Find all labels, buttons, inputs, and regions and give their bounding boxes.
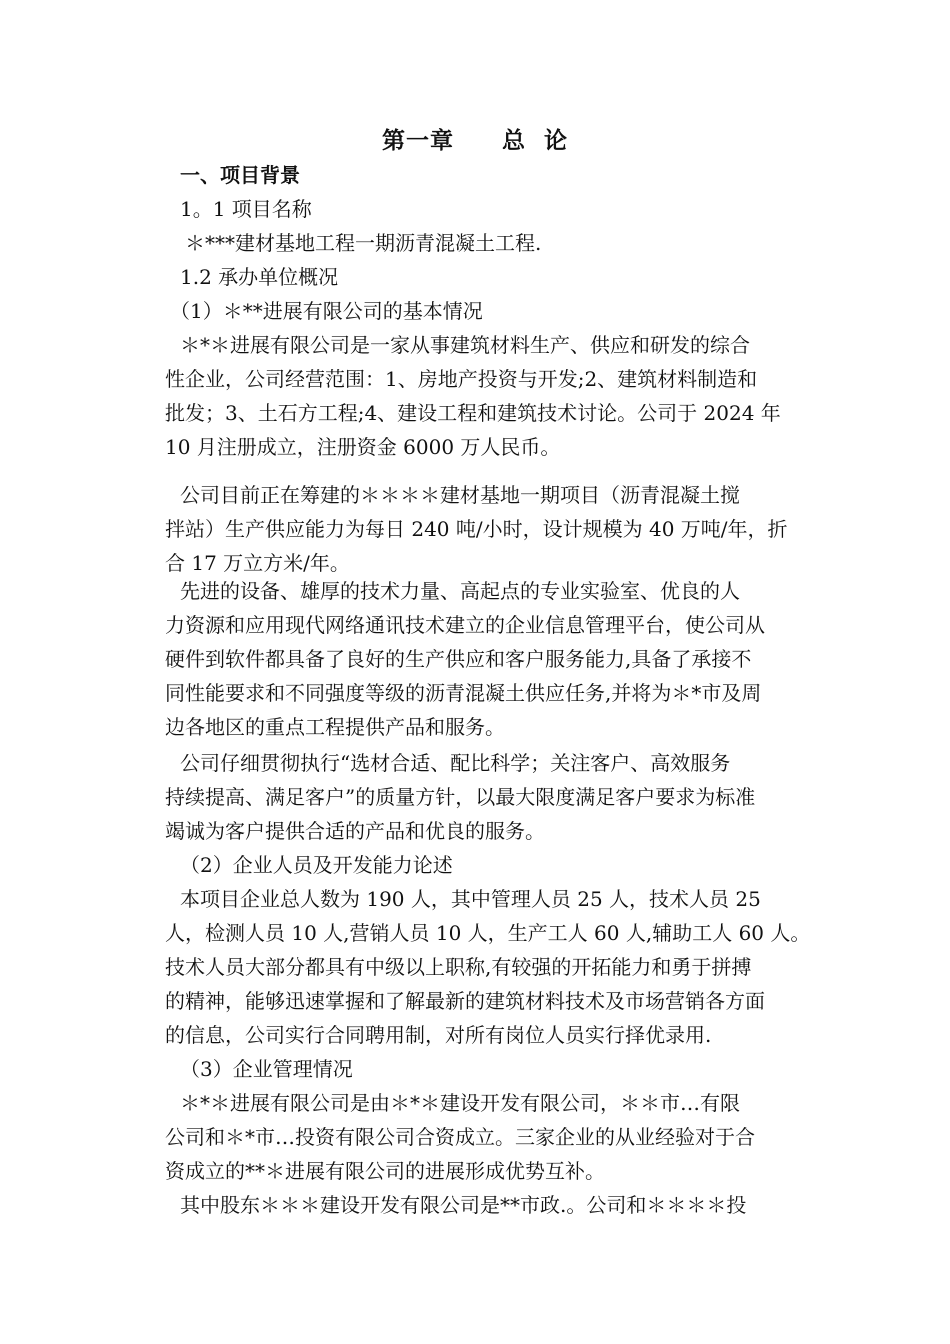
text-line: 拌站）生产供应能力为每日 240 吨/小时，设计规模为 40 万吨/年，折 (165, 517, 788, 541)
text-line: 公司和＊*市…投资有限公司合资成立。三家企业的从业经验对于合 (165, 1125, 755, 1149)
text-line: ＊*＊进展有限公司是由＊*＊建设开发有限公司，＊＊市…有限 (180, 1091, 740, 1115)
text-line: 力资源和应用现代网络通讯技术建立的企业信息管理平台，使公司从 (165, 613, 765, 637)
text-line: 技术人员大部分都具有中级以上职称,有较强的开拓能力和勇于拼搏 (165, 955, 752, 979)
text-line: （3）企业管理情况 (180, 1057, 353, 1081)
chapter-number: 第一章 (381, 128, 454, 154)
text-line: 硬件到软件都具备了良好的生产供应和客户服务能力,具备了承接不 (165, 647, 752, 671)
text-line: 性企业，公司经营范围：1、房地产投资与开发;2、建筑材料制造和 (165, 367, 758, 391)
text-line: 10 月注册成立，注册资金 6000 万人民币。 (165, 435, 561, 459)
text-line: 其中股东＊＊＊建设开发有限公司是**市政.。公司和＊＊＊＊投 (180, 1193, 747, 1217)
text-line: 竭诚为客户提供合适的产品和优良的服务。 (165, 819, 545, 843)
text-line: 批发；3、土石方工程;4、建设工程和建筑技术讨论。公司于 2024 年 (165, 401, 781, 425)
text-line: 先进的设备、雄厚的技术力量、高起点的专业实验室、优良的人 (180, 579, 740, 603)
text-line: 1。1 项目名称 (180, 197, 312, 221)
text-line: （1）＊**进展有限公司的基本情况 (170, 299, 483, 323)
text-line: 合 17 万立方米/年。 (165, 551, 350, 575)
text-line: 同性能要求和不同强度等级的沥青混凝土供应任务,并将为＊*市及周 (165, 681, 762, 705)
text-line: 公司目前正在筹建的＊＊＊＊建材基地一期项目（沥青混凝土搅 (180, 483, 740, 507)
text-line: 持续提高、满足客户”的质量方针，以最大限度满足客户要求为标准 (165, 785, 756, 809)
text-line: 本项目企业总人数为 190 人，其中管理人员 25 人，技术人员 25 (180, 887, 761, 911)
text-line: （2）企业人员及开发能力论述 (180, 853, 453, 877)
text-line: 的信息，公司实行合同聘用制，对所有岗位人员实行择优录用. (165, 1023, 712, 1047)
text-line: 边各地区的重点工程提供产品和服务。 (165, 715, 505, 739)
chapter-name: 总 论 (501, 128, 568, 154)
section-heading: 一、项目背景 (180, 163, 300, 187)
text-line: ＊***建材基地工程一期沥青混凝土工程. (185, 231, 542, 255)
text-line: ＊*＊进展有限公司是一家从事建筑材料生产、供应和研发的综合 (180, 333, 750, 357)
text-line: 的精神，能够迅速掌握和了解最新的建筑材料技术及市场营销各方面 (165, 989, 765, 1013)
text-line: 1.2 承办单位概况 (180, 265, 339, 289)
chapter-title (0, 122, 950, 155)
text-line: 公司仔细贯彻执行“选材合适、配比科学；关注客户、高效服务 (180, 751, 731, 775)
text-line: 资成立的**＊进展有限公司的进展形成优势互补。 (165, 1159, 605, 1183)
text-line: 人，检测人员 10 人,营销人员 10 人，生产工人 60 人,辅助工人 60 人。 (165, 921, 811, 945)
